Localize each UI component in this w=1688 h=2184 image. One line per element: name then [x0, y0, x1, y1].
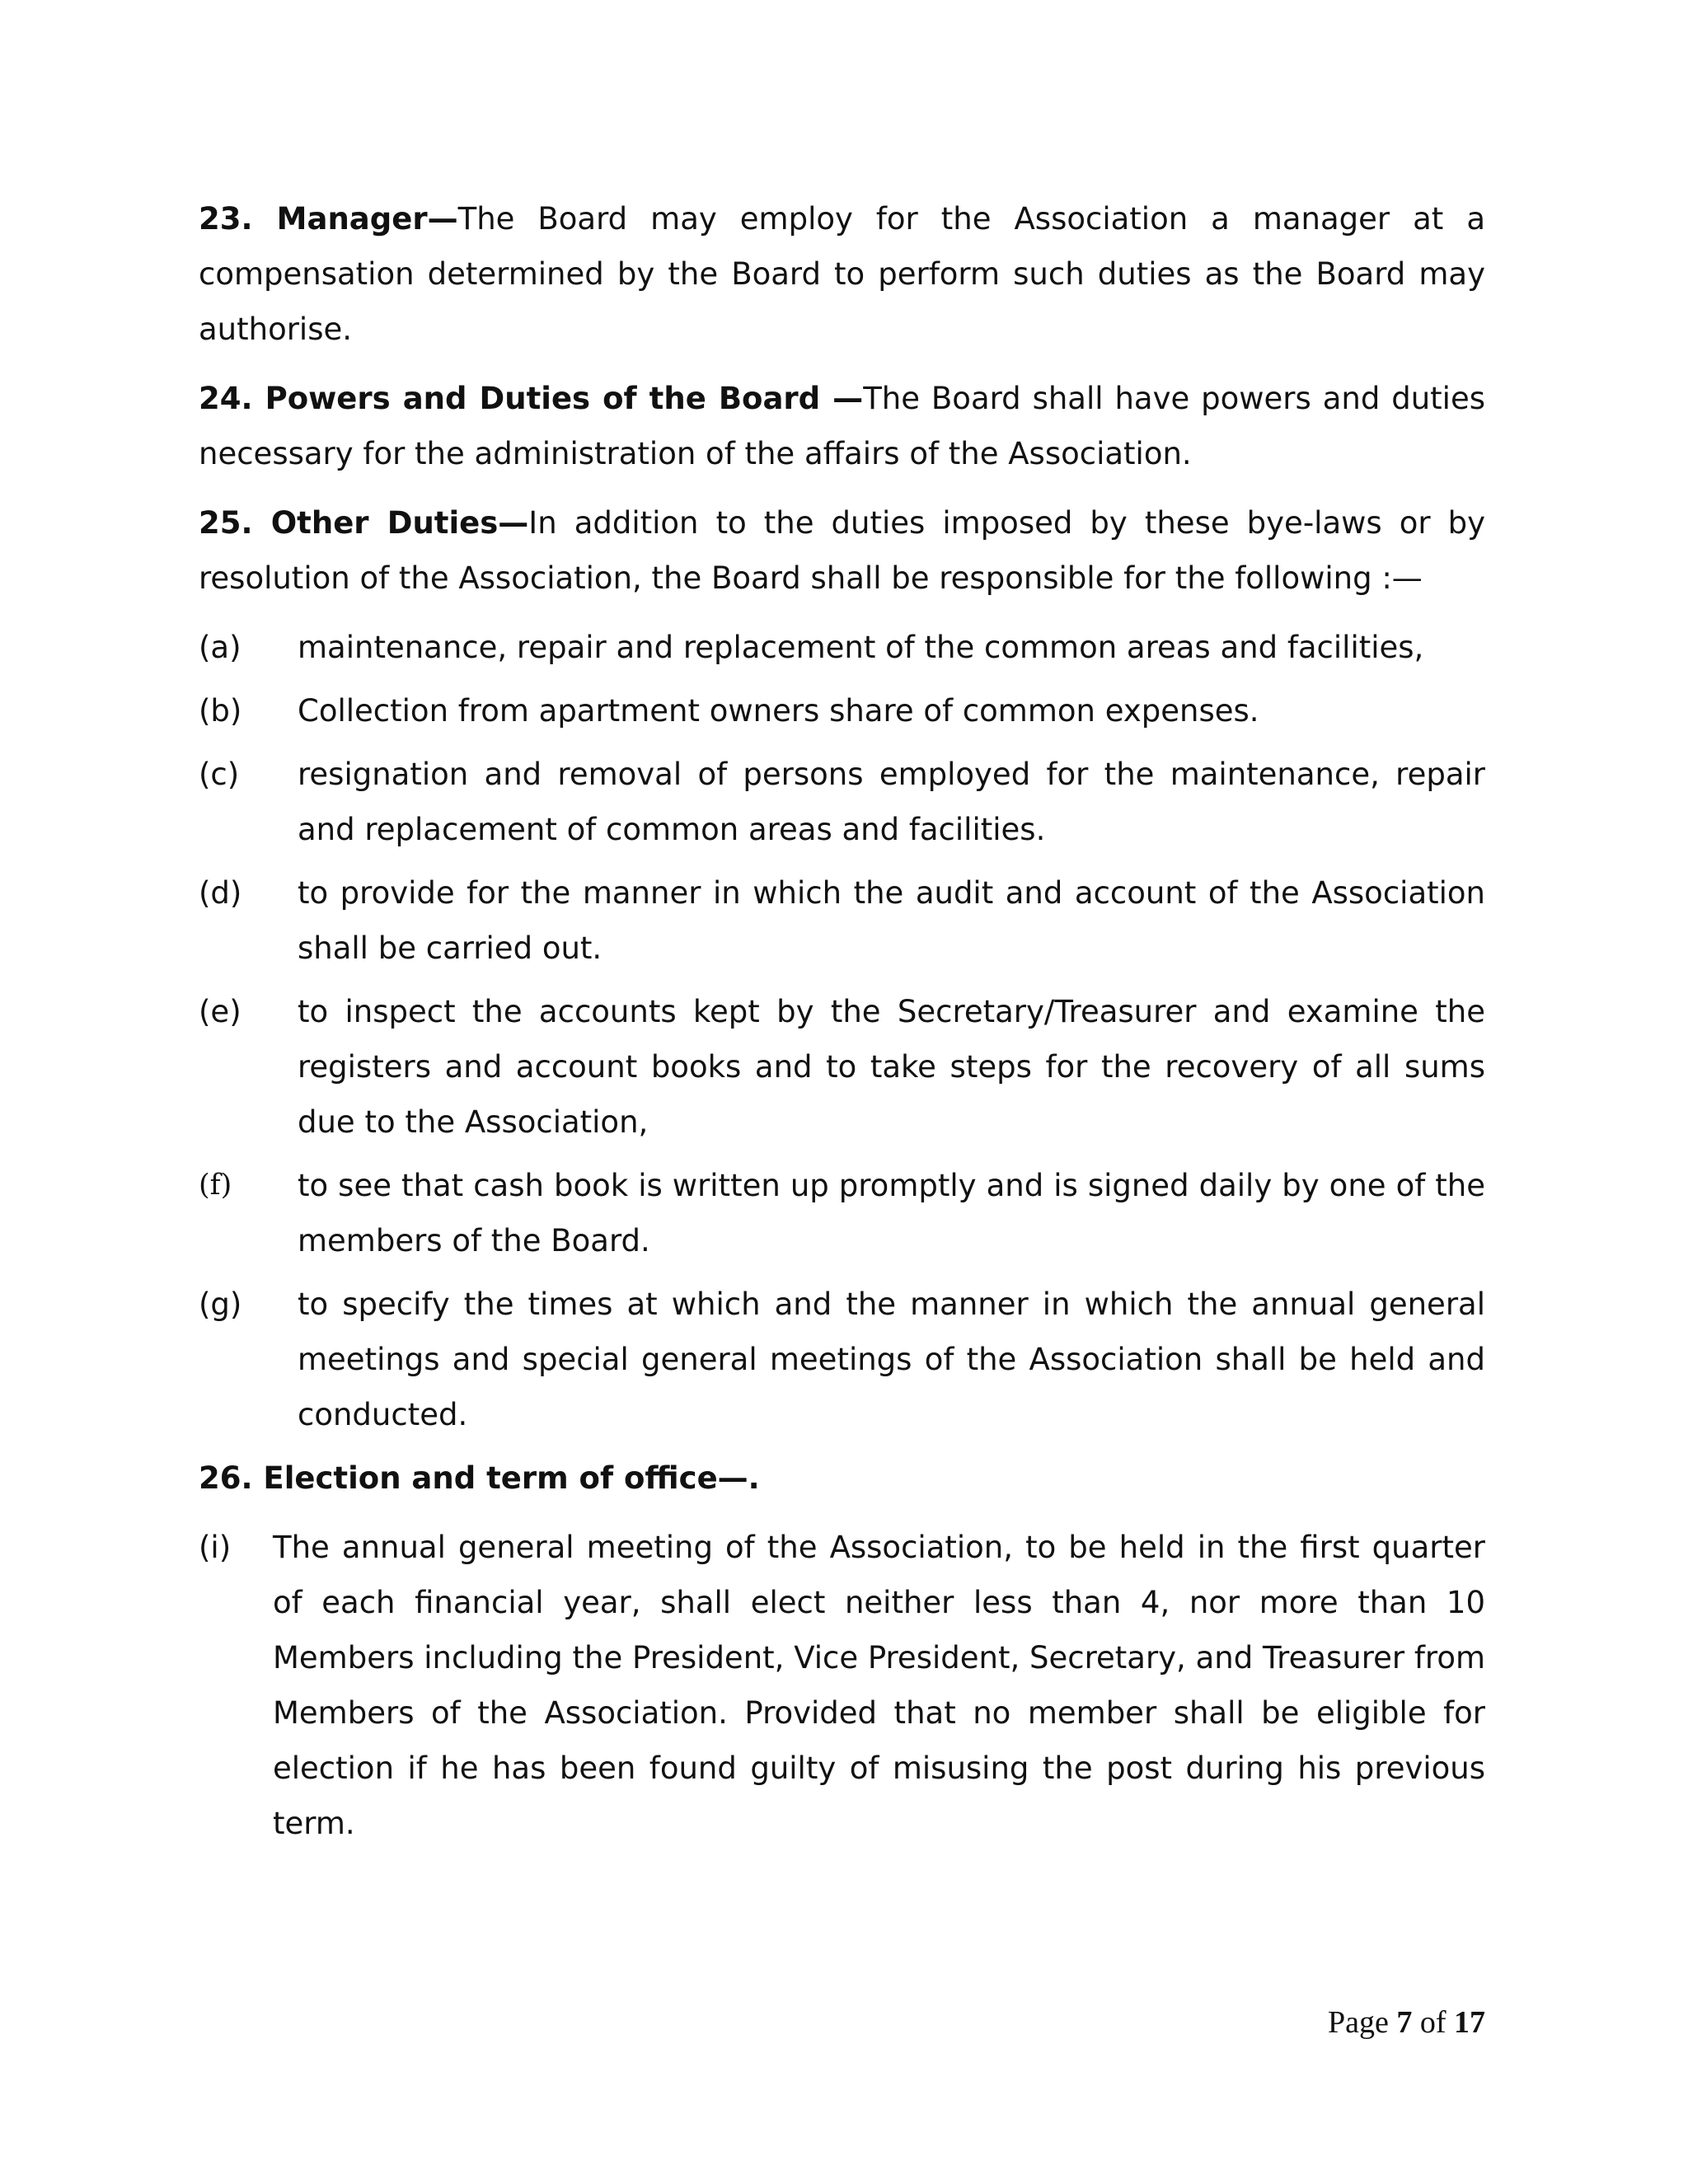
of-label: of [1419, 2005, 1447, 2040]
section-23-heading: 23. Manager— [199, 201, 458, 237]
list-marker: (i) [199, 1530, 232, 1565]
list-marker: (g) [199, 1286, 242, 1322]
section-26-heading: 26. Election and term of office—. [199, 1460, 760, 1496]
page-footer [1328, 2004, 1485, 2041]
section-25-text: In addition to the duties imposed by these bye-laws or by resolution of the Association, the Board shall be responsible for the following :— [199, 505, 1486, 596]
list-item [199, 1520, 1485, 1851]
list-marker: (b) [199, 693, 242, 729]
list-item-text: The annual general meeting of the Association, to be held in the first quarter of each financial year, shall elect neither less than 4, nor more than 10 Members including the President, Vice President, Secretary, and Treasurer from Members of the Association. Provided that no member shall be eligible for election if he has been found guilty of misusing the post during his previous term. [273, 1530, 1485, 1841]
list-item-text: Collection from apartment owners share of common expenses. [298, 693, 1259, 729]
section-25-heading: 25. Other Duties— [199, 505, 529, 541]
list-item-text: maintenance, repair and replacement of the common areas and facilities, [298, 630, 1424, 665]
section-23 [199, 191, 1485, 357]
total-pages: 17 [1454, 2005, 1485, 2040]
list-item-text: resignation and removal of persons employed for the maintenance, repair and replacement of common areas and facilities. [298, 757, 1485, 847]
list-item [199, 620, 1485, 675]
list-item [199, 747, 1485, 857]
page-number: 7 [1396, 2005, 1413, 2040]
list-marker: (d) [199, 875, 242, 911]
list-item-text: to specify the times at which and the manner in which the annual general meetings and special general meetings of the Association shall be held and conducted. [298, 1286, 1485, 1432]
section-24-text: The Board shall have powers and duties necessary for the administration of the affairs of the Association. [199, 381, 1485, 471]
list-item [199, 683, 1485, 738]
section-25 [199, 495, 1485, 606]
list-item-text: to see that cash book is written up promptly and is signed daily by one of the members of the Board. [298, 1168, 1485, 1258]
document-body [199, 191, 1485, 1851]
list-item [199, 984, 1485, 1150]
list-item-text: to provide for the manner in which the audit and account of the Association shall be carried out. [298, 875, 1485, 966]
list-marker: (c) [199, 757, 240, 792]
list-marker: (e) [199, 994, 241, 1029]
section-24 [199, 371, 1485, 481]
list-item-text: to inspect the accounts kept by the Secretary/Treasurer and examine the registers and account books and to take steps for the recovery of all sums due to the Association, [298, 994, 1485, 1140]
section-23-text: The Board may employ for the Association a manager at a compensation determined by the Board to perform such duties as the Board may authorise. [199, 201, 1485, 347]
list-marker: (f) [199, 1169, 232, 1202]
list-item [199, 1277, 1485, 1442]
page-label: Page [1327, 2005, 1389, 2040]
section-24-heading: 24. Powers and Duties of the Board — [199, 381, 864, 416]
list-item [199, 865, 1485, 976]
list-item [199, 1158, 1485, 1268]
list-marker: (a) [199, 630, 241, 665]
